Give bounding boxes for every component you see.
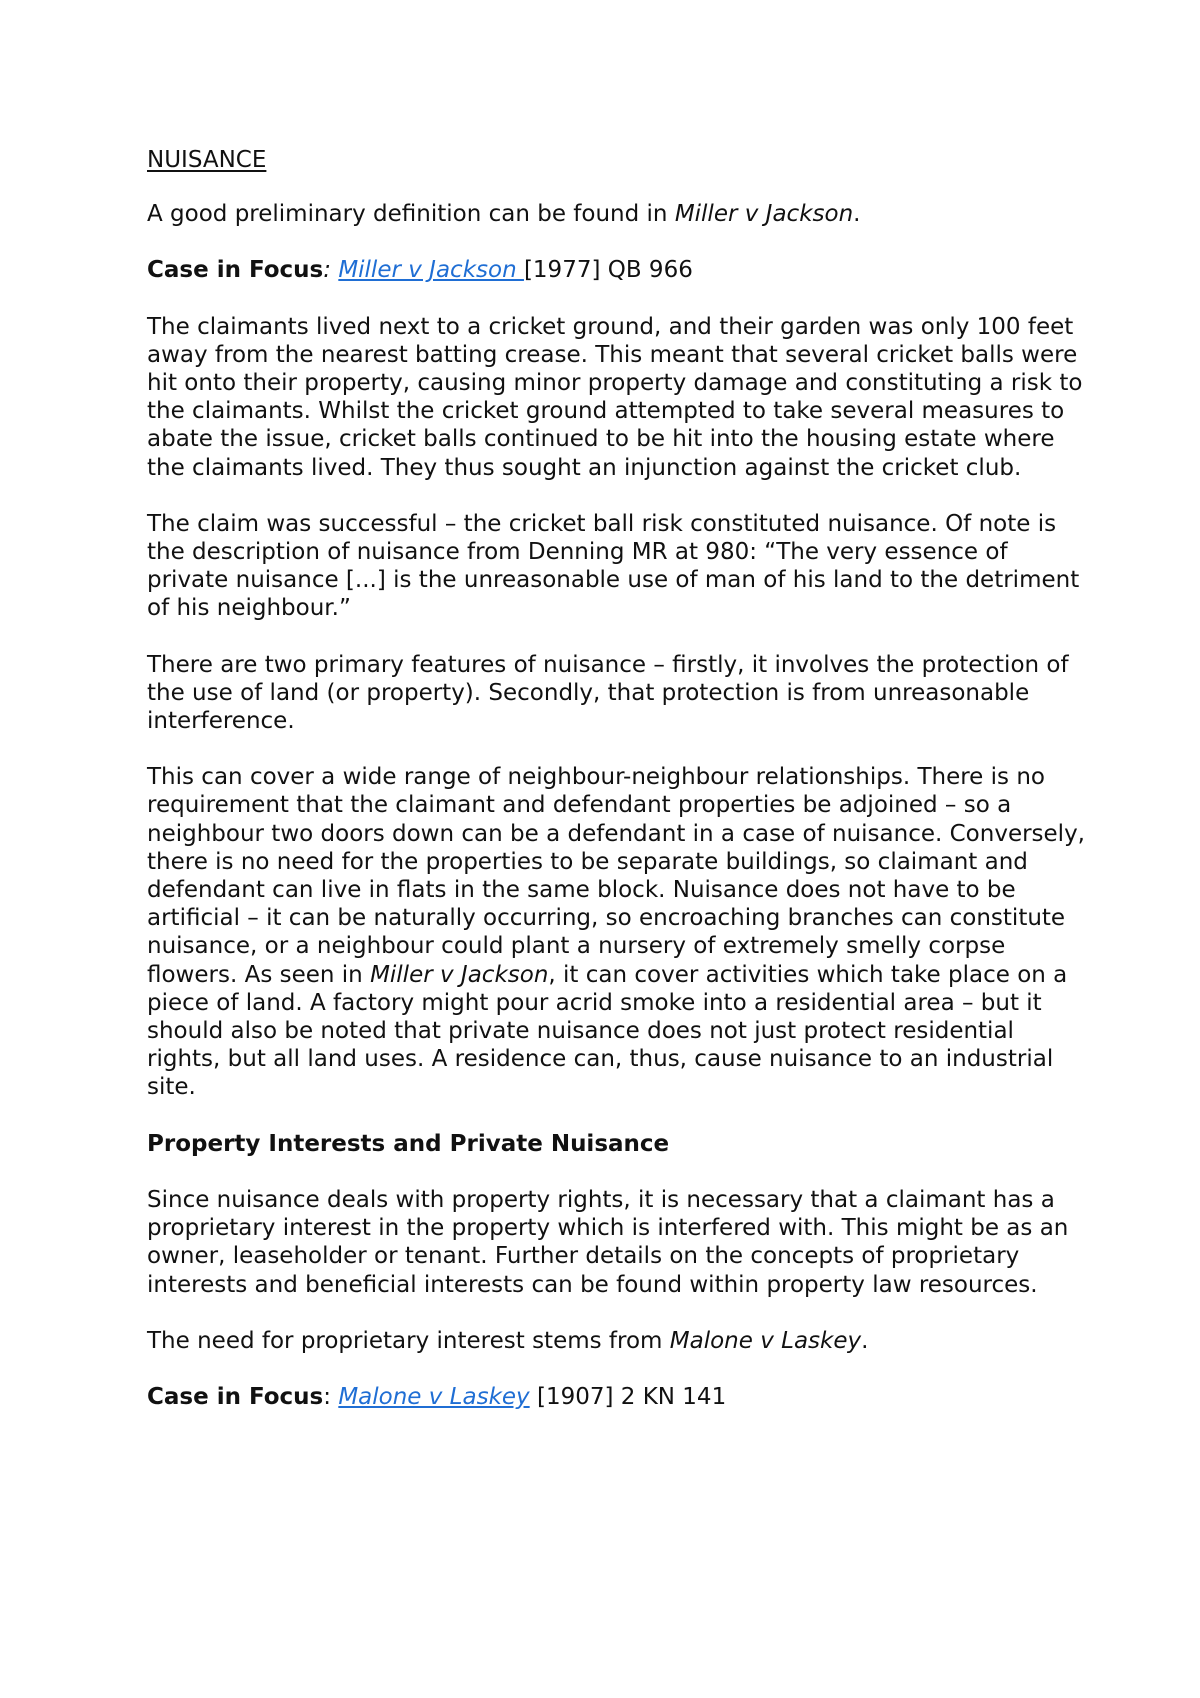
- proprietary-case-name: Malone v Laskey: [669, 1327, 862, 1354]
- proprietary-end: .: [861, 1327, 869, 1354]
- case-sep: :: [323, 257, 339, 284]
- intro-paragraph: [147, 200, 1087, 228]
- features-paragraph: There are two primary features of nuisance – firstly, it involves the protection of the use of land (or property). Secondly, that protection is from unreasonable interference.: [147, 651, 1069, 735]
- relationships-paragraph: [147, 763, 1087, 1101]
- case-label: Case in Focus: [147, 1383, 324, 1410]
- property-rights-paragraph: Since nuisance deals with property rights, it is necessary that a claimant has a proprietary interest in the property which is interfered with. This might be as an owner, leaseholder or tenant. Further details on the concepts of proprietary interests and beneficial interests can be found within property law resources.: [147, 1186, 1069, 1298]
- case-label: Case in Focus: [147, 257, 324, 284]
- case-in-focus-malone: [147, 1383, 1087, 1411]
- malone-v-laskey-link[interactable]: Malone v Laskey: [338, 1383, 530, 1410]
- case-citation: [1977] QB 966: [523, 257, 693, 284]
- section-heading: Property Interests and Private Nuisance: [147, 1130, 670, 1157]
- document-page: [147, 146, 1087, 1439]
- intro-case-name: Miller v Jackson: [674, 201, 854, 228]
- intro-text: A good preliminary definition can be found in: [147, 201, 675, 228]
- proprietary-text: The need for proprietary interest stems from: [147, 1327, 670, 1354]
- miller-v-jackson-link[interactable]: Miller v Jackson: [338, 257, 524, 284]
- relationships-case-name: Miller v Jackson: [370, 961, 549, 988]
- relationships-text-before: This can cover a wide range of neighbour-neighbour relationships. There is no requirement that the claimant and defendant properties be adjoined – so a neighbour two doors down can be a defendant in a case of nuisance. Conversely, there is no need for the properties to be separate buildings, so claimant and defendant can live in flats in the same block. Nuisance does not have to be artificial – it can be naturally occurring, so encroaching branches can constitute nuisance, or a neighbour could plant a nursery of extremely smelly corpse flowers. As seen in: [147, 764, 1085, 988]
- outcome-paragraph: The claim was successful – the cricket ball risk constituted nuisance. Of note is the description of nuisance from Denning MR at 980: “The very essence of private nuisance [...] is the unreasonable use of man of his land to the detriment of his neighbour.”: [147, 510, 1080, 622]
- proprietary-interest-paragraph: [147, 1327, 1087, 1355]
- case-in-focus-miller: [147, 256, 1087, 284]
- case-sep: :: [323, 1383, 339, 1410]
- page-title: NUISANCE: [147, 147, 267, 173]
- relationships-text-after: , it can cover activities which take place on a piece of land. A factory might pour acrid smoke into a residential area – but it should also be noted that private nuisance does not just protect residential rights, but all land uses. A residence can, thus, cause nuisance to an industrial site.: [147, 961, 1068, 1101]
- intro-end: .: [853, 201, 861, 228]
- case-citation: [1907] 2 KN 141: [529, 1383, 727, 1410]
- facts-paragraph: The claimants lived next to a cricket ground, and their garden was only 100 feet away from the nearest batting crease. This meant that several cricket balls were hit onto their property, causing minor property damage and constituting a risk to the claimants. Whilst the cricket ground attempted to take several measures to abate the issue, cricket balls continued to be hit into the housing estate where the claimants lived. They thus sought an injunction against the cricket club.: [147, 313, 1083, 481]
